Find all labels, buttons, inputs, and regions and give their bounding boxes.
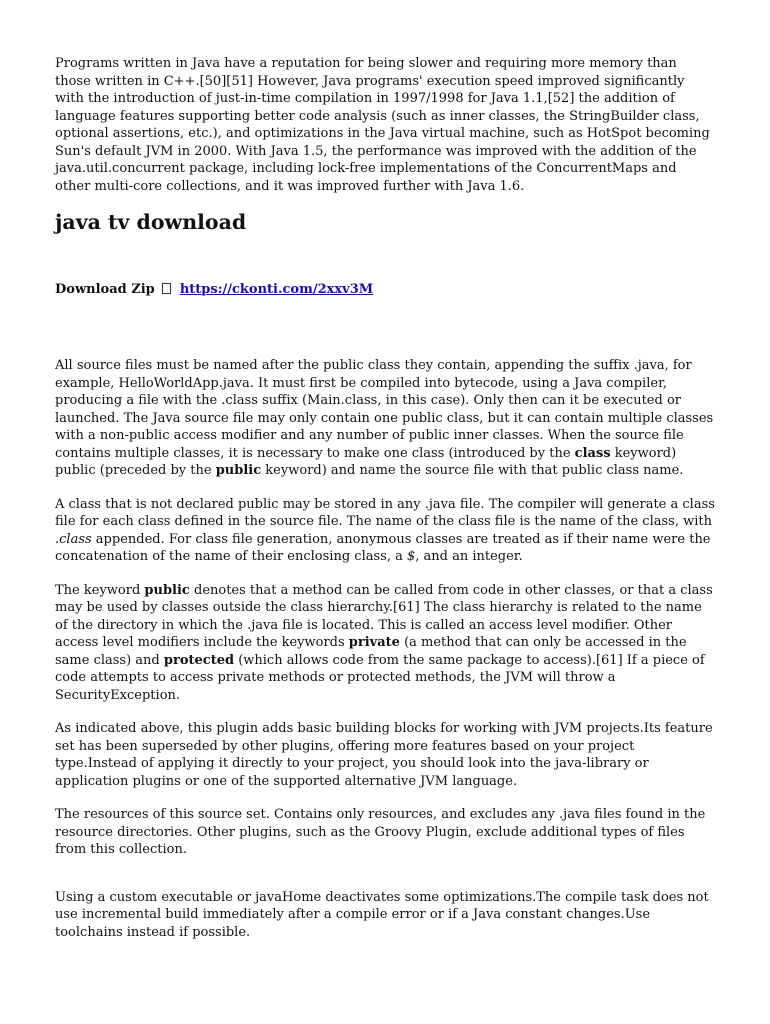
zip-file-icon: [162, 283, 171, 294]
download-label: Download Zip: [55, 282, 155, 297]
paragraph-non-public-class: A class that is not declared public may be stored in any .java file. The compiler will generate a class file for each class defined in the source file. The name of the class file is the name of the class, with .class appended. For class file generation, anonymous classes are treated as if their name were the concatenation of the name of their enclosing class, a $, and an integer.: [55, 496, 715, 564]
emph-class-suffix: .class: [55, 531, 92, 547]
keyword-class: class: [574, 445, 611, 461]
paragraph-custom-executable: Using a custom executable or javaHome deactivates some optimizations.The compile task does not use incremental build immediately after a compile error or if a Java constant changes.Use toolchains instead if possible.: [55, 889, 709, 940]
keyword-protected: protected: [163, 652, 235, 668]
keyword-private: private: [348, 635, 400, 650]
paragraph-resources: The resources of this source set. Contains only resources, and excludes any .java files found in the resource directories. Other plugins, such as the Groovy Plugin, exclude additional types of files from this collection.: [55, 807, 706, 857]
paragraph-source-files: All source files must be named after the public class they contain, appending the suffix .java, for example, HelloWorldApp.java. It must first be compiled into bytecode, using a Java compiler, producing a file with the .class suffix (Main.class, in this case). Only then can it be executed or launched. The Java source file may only contain one public class, but it can contain multiple classes with a non-public access modifier and any number of public inner classes. When the source file contains multiple classes, it is necessary to make one class (introduced by the class keyword) public (preceded by the public keyword) and name the source file with that public class name.: [55, 358, 714, 478]
download-link[interactable]: https://ckonti.com/2xxv3M: [179, 282, 374, 297]
emph-dollar: $: [406, 549, 416, 564]
download-line: [55, 281, 715, 298]
page-heading: java tv download: [55, 210, 247, 234]
keyword-public: public: [144, 582, 190, 598]
paragraph-plugin: As indicated above, this plugin adds basic building blocks for working with JVM projects.Its feature set has been superseded by other plugins, offering more features based on your project type.Instead of applying it directly to your project, you should look into the java-library or application plugins or one of the supported alternative JVM language.: [55, 721, 713, 789]
keyword-public: public: [215, 463, 262, 478]
paragraph-access-modifiers: The keyword public denotes that a method can be called from code in other classes, or that a class may be used by classes outside the class hierarchy.[61] The class hierarchy is related to the name of the directory in which the .java file is located. This is called an access level modifier. Other access level modifiers include the keywords private (a method that can only be accessed in the same class) and protected (which allows code from the same package to access).[61] If a piece of code attempts to access private methods or protected methods, the JVM will throw a SecurityException.: [55, 582, 713, 703]
intro-paragraph: Programs written in Java have a reputation for being slower and requiring more memory than those written in C++.[50][51] However, Java programs' execution speed improved significantly with the introduction of just-in-time compilation in 1997/1998 for Java 1.1,[52] the addition of language features supporting better code analysis (such as inner classes, the StringBuilder class, optional assertions, etc.), and optimizations in the Java virtual machine, such as HotSpot becoming Sun's default JVM in 2000. With Java 1.5, the performance was improved with the addition of the java.util.concurrent package, including lock-free implementations of the ConcurrentMaps and other multi-core collections, and it was improved further with Java 1.6.: [55, 56, 710, 194]
